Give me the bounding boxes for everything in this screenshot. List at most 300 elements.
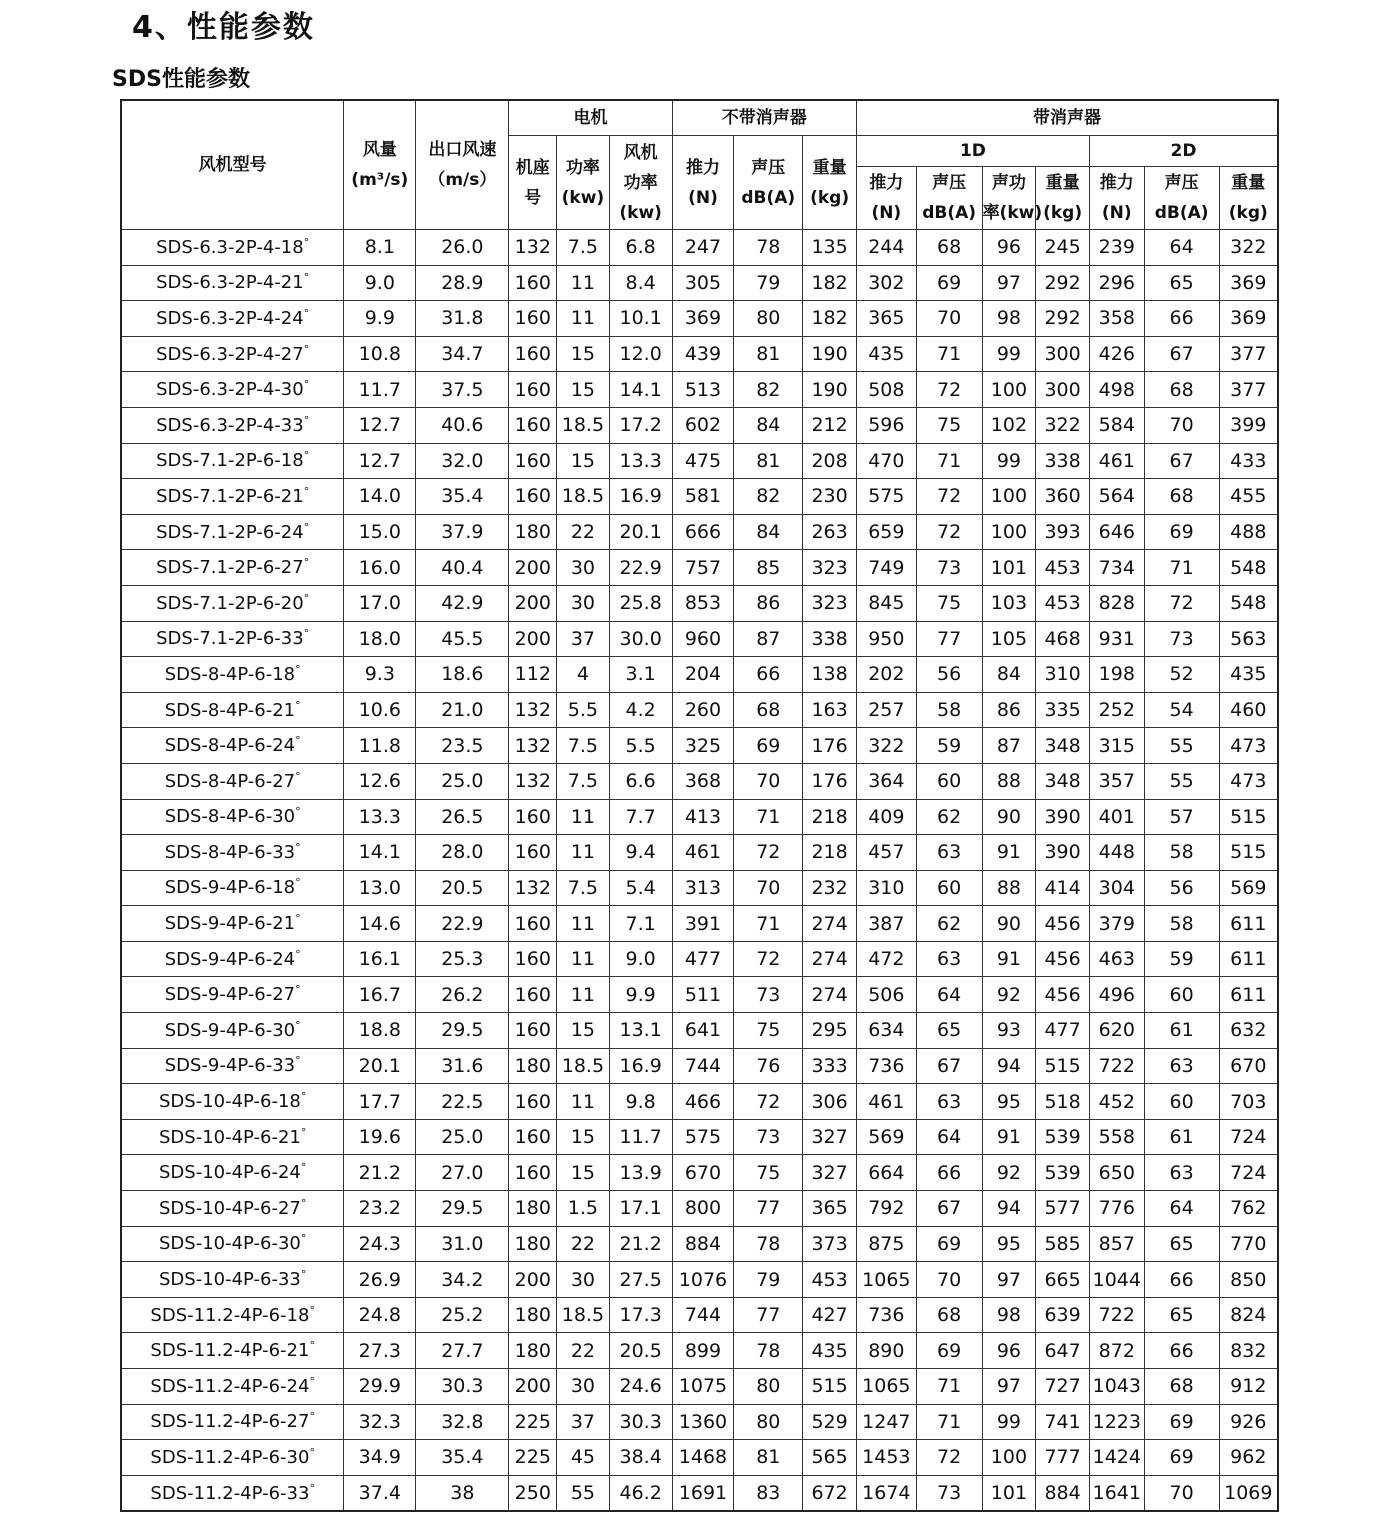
cell-thrust: 1691 [672, 1475, 734, 1511]
cell-weight: 327 [803, 1155, 857, 1191]
cell-power: 30 [557, 585, 610, 621]
cell-power: 11 [557, 835, 610, 871]
cell-power: 15 [557, 443, 610, 479]
cell-2d-thrust: 358 [1089, 301, 1144, 337]
cell-weight: 176 [803, 763, 857, 799]
cell-model: SDS-11.2-4P-6-24° [121, 1369, 344, 1405]
cell-sound-pressure: 78 [734, 1333, 803, 1369]
table-row [121, 799, 1278, 835]
cell-1d-sound-pressure: 67 [916, 1191, 982, 1227]
cell-model: SDS-9-4P-6-33° [121, 1048, 344, 1084]
cell-outlet-speed: 30.3 [416, 1369, 509, 1405]
cell-thrust: 581 [672, 479, 734, 515]
cell-flow: 14.1 [344, 835, 416, 871]
header-outlet-speed: 出口风速 （m/s） [416, 100, 509, 230]
cell-weight: 212 [803, 407, 857, 443]
cell-frame: 112 [509, 657, 557, 693]
cell-1d-thrust: 457 [856, 835, 916, 871]
cell-2d-thrust: 722 [1089, 1048, 1144, 1084]
table-row [121, 1191, 1278, 1227]
cell-power: 37 [557, 1404, 610, 1440]
table-row [121, 1013, 1278, 1049]
cell-1d-thrust: 634 [856, 1013, 916, 1049]
table-row [121, 1297, 1278, 1333]
cell-frame: 160 [509, 1084, 557, 1120]
cell-2d-sound-pressure: 60 [1144, 1084, 1219, 1120]
cell-1d-sound-pressure: 66 [916, 1155, 982, 1191]
header-weight: 重量 (kg) [803, 136, 857, 230]
cell-frame: 180 [509, 1226, 557, 1262]
cell-2d-thrust: 828 [1089, 585, 1144, 621]
cell-sound-pressure: 81 [734, 336, 803, 372]
cell-power: 11 [557, 906, 610, 942]
cell-outlet-speed: 37.9 [416, 514, 509, 550]
cell-power: 7.5 [557, 763, 610, 799]
cell-thrust: 1468 [672, 1440, 734, 1476]
cell-fan-power: 9.0 [609, 941, 672, 977]
cell-2d-sound-pressure: 70 [1144, 1475, 1219, 1511]
cell-weight: 295 [803, 1013, 857, 1049]
cell-2d-weight: 824 [1219, 1297, 1278, 1333]
cell-power: 22 [557, 1226, 610, 1262]
cell-2d-sound-pressure: 58 [1144, 906, 1219, 942]
cell-thrust: 800 [672, 1191, 734, 1227]
cell-flow: 12.7 [344, 407, 416, 443]
cell-2d-weight: 611 [1219, 941, 1278, 977]
cell-fan-power: 22.9 [609, 550, 672, 586]
cell-frame: 160 [509, 906, 557, 942]
cell-2d-sound-pressure: 60 [1144, 977, 1219, 1013]
cell-1d-thrust: 845 [856, 585, 916, 621]
cell-thrust: 744 [672, 1048, 734, 1084]
cell-fan-power: 7.7 [609, 799, 672, 835]
cell-2d-thrust: 315 [1089, 728, 1144, 764]
cell-frame: 160 [509, 1119, 557, 1155]
cell-2d-thrust: 357 [1089, 763, 1144, 799]
cell-fan-power: 14.1 [609, 372, 672, 408]
cell-thrust: 744 [672, 1297, 734, 1333]
cell-flow: 21.2 [344, 1155, 416, 1191]
cell-flow: 11.7 [344, 372, 416, 408]
cell-2d-weight: 832 [1219, 1333, 1278, 1369]
cell-2d-weight: 515 [1219, 835, 1278, 871]
cell-outlet-speed: 32.0 [416, 443, 509, 479]
cell-flow: 18.8 [344, 1013, 416, 1049]
cell-1d-sound-pressure: 59 [916, 728, 982, 764]
cell-frame: 200 [509, 621, 557, 657]
cell-sound-pressure: 80 [734, 1404, 803, 1440]
table-row [121, 443, 1278, 479]
cell-1d-weight: 585 [1036, 1226, 1090, 1262]
cell-1d-thrust: 310 [856, 870, 916, 906]
cell-2d-thrust: 722 [1089, 1297, 1144, 1333]
cell-frame: 160 [509, 265, 557, 301]
cell-fan-power: 10.1 [609, 301, 672, 337]
cell-2d-weight: 632 [1219, 1013, 1278, 1049]
cell-fan-power: 30.0 [609, 621, 672, 657]
header-flow: 风量 (m³/s) [344, 100, 416, 230]
cell-1d-sound-pressure: 70 [916, 301, 982, 337]
cell-model: SDS-7.1-2P-6-20° [121, 585, 344, 621]
cell-1d-thrust: 302 [856, 265, 916, 301]
cell-weight: 323 [803, 585, 857, 621]
cell-1d-sound-pressure: 62 [916, 799, 982, 835]
cell-1d-sound-pressure: 56 [916, 657, 982, 693]
cell-2d-sound-pressure: 61 [1144, 1119, 1219, 1155]
cell-1d-sound-power: 101 [982, 1475, 1036, 1511]
cell-outlet-speed: 29.5 [416, 1013, 509, 1049]
cell-outlet-speed: 45.5 [416, 621, 509, 657]
cell-2d-thrust: 584 [1089, 407, 1144, 443]
cell-outlet-speed: 35.4 [416, 479, 509, 515]
cell-weight: 274 [803, 977, 857, 1013]
cell-2d-weight: 460 [1219, 692, 1278, 728]
cell-frame: 160 [509, 336, 557, 372]
cell-frame: 160 [509, 301, 557, 337]
cell-1d-thrust: 202 [856, 657, 916, 693]
cell-2d-sound-pressure: 73 [1144, 621, 1219, 657]
cell-outlet-speed: 28.0 [416, 835, 509, 871]
cell-outlet-speed: 40.4 [416, 550, 509, 586]
cell-flow: 34.9 [344, 1440, 416, 1476]
cell-fan-power: 7.1 [609, 906, 672, 942]
cell-1d-weight: 245 [1036, 230, 1090, 266]
cell-frame: 180 [509, 1191, 557, 1227]
cell-2d-weight: 322 [1219, 230, 1278, 266]
cell-power: 11 [557, 799, 610, 835]
cell-1d-sound-pressure: 71 [916, 336, 982, 372]
cell-fan-power: 30.3 [609, 1404, 672, 1440]
cell-1d-sound-pressure: 62 [916, 906, 982, 942]
cell-fan-power: 5.5 [609, 728, 672, 764]
cell-fan-power: 3.1 [609, 657, 672, 693]
cell-2d-weight: 548 [1219, 585, 1278, 621]
cell-flow: 9.3 [344, 657, 416, 693]
cell-thrust: 853 [672, 585, 734, 621]
cell-1d-weight: 515 [1036, 1048, 1090, 1084]
cell-1d-thrust: 322 [856, 728, 916, 764]
cell-1d-weight: 777 [1036, 1440, 1090, 1476]
cell-power: 7.5 [557, 230, 610, 266]
cell-outlet-speed: 28.9 [416, 265, 509, 301]
cell-fan-power: 38.4 [609, 1440, 672, 1476]
cell-outlet-speed: 22.5 [416, 1084, 509, 1120]
cell-sound-pressure: 72 [734, 835, 803, 871]
cell-thrust: 477 [672, 941, 734, 977]
cell-1d-sound-pressure: 64 [916, 1119, 982, 1155]
cell-thrust: 513 [672, 372, 734, 408]
cell-2d-sound-pressure: 63 [1144, 1048, 1219, 1084]
cell-thrust: 1075 [672, 1369, 734, 1405]
cell-flow: 12.6 [344, 763, 416, 799]
cell-1d-sound-pressure: 64 [916, 977, 982, 1013]
cell-2d-thrust: 1424 [1089, 1440, 1144, 1476]
cell-2d-thrust: 734 [1089, 550, 1144, 586]
cell-thrust: 666 [672, 514, 734, 550]
cell-weight: 373 [803, 1226, 857, 1262]
cell-sound-pressure: 72 [734, 1084, 803, 1120]
cell-frame: 160 [509, 407, 557, 443]
table-row [121, 1226, 1278, 1262]
table-row [121, 728, 1278, 764]
cell-thrust: 369 [672, 301, 734, 337]
cell-flow: 9.9 [344, 301, 416, 337]
cell-2d-sound-pressure: 64 [1144, 230, 1219, 266]
cell-1d-weight: 453 [1036, 585, 1090, 621]
cell-fan-power: 16.9 [609, 479, 672, 515]
cell-model: SDS-8-4P-6-30° [121, 799, 344, 835]
cell-1d-weight: 300 [1036, 372, 1090, 408]
cell-1d-thrust: 659 [856, 514, 916, 550]
cell-model: SDS-10-4P-6-33° [121, 1262, 344, 1298]
cell-1d-sound-pressure: 67 [916, 1048, 982, 1084]
cell-2d-weight: 850 [1219, 1262, 1278, 1298]
table-row [121, 514, 1278, 550]
cell-power: 11 [557, 941, 610, 977]
cell-1d-thrust: 596 [856, 407, 916, 443]
cell-1d-weight: 292 [1036, 265, 1090, 301]
cell-2d-thrust: 304 [1089, 870, 1144, 906]
cell-sound-pressure: 81 [734, 1440, 803, 1476]
cell-1d-sound-power: 97 [982, 1369, 1036, 1405]
cell-sound-pressure: 82 [734, 372, 803, 408]
cell-1d-thrust: 875 [856, 1226, 916, 1262]
header-1d-sound-power: 声功 率(kw) [982, 167, 1036, 230]
cell-model: SDS-7.1-2P-6-33° [121, 621, 344, 657]
cell-1d-thrust: 575 [856, 479, 916, 515]
cell-sound-pressure: 80 [734, 1369, 803, 1405]
cell-frame: 200 [509, 1262, 557, 1298]
cell-2d-thrust: 1044 [1089, 1262, 1144, 1298]
cell-sound-pressure: 68 [734, 692, 803, 728]
cell-1d-sound-pressure: 71 [916, 443, 982, 479]
table-row [121, 835, 1278, 871]
table-row [121, 301, 1278, 337]
cell-sound-pressure: 80 [734, 301, 803, 337]
cell-2d-sound-pressure: 52 [1144, 657, 1219, 693]
cell-model: SDS-8-4P-6-33° [121, 835, 344, 871]
cell-flow: 23.2 [344, 1191, 416, 1227]
cell-sound-pressure: 70 [734, 763, 803, 799]
table-row [121, 870, 1278, 906]
cell-outlet-speed: 26.0 [416, 230, 509, 266]
cell-thrust: 413 [672, 799, 734, 835]
cell-flow: 13.0 [344, 870, 416, 906]
cell-power: 30 [557, 550, 610, 586]
cell-thrust: 602 [672, 407, 734, 443]
cell-2d-sound-pressure: 66 [1144, 1333, 1219, 1369]
cell-thrust: 1076 [672, 1262, 734, 1298]
cell-frame: 132 [509, 870, 557, 906]
cell-2d-thrust: 461 [1089, 443, 1144, 479]
cell-flow: 18.0 [344, 621, 416, 657]
cell-outlet-speed: 23.5 [416, 728, 509, 764]
cell-2d-sound-pressure: 70 [1144, 407, 1219, 443]
cell-2d-sound-pressure: 67 [1144, 336, 1219, 372]
cell-sound-pressure: 71 [734, 799, 803, 835]
cell-frame: 180 [509, 1333, 557, 1369]
cell-1d-weight: 477 [1036, 1013, 1090, 1049]
table-body [121, 230, 1278, 1512]
table-row [121, 941, 1278, 977]
cell-model: SDS-8-4P-6-24° [121, 728, 344, 764]
cell-flow: 17.0 [344, 585, 416, 621]
cell-2d-weight: 770 [1219, 1226, 1278, 1262]
cell-2d-sound-pressure: 68 [1144, 479, 1219, 515]
cell-frame: 132 [509, 692, 557, 728]
cell-frame: 160 [509, 977, 557, 1013]
cell-weight: 218 [803, 799, 857, 835]
section-title: SDS性能参数 [112, 67, 250, 92]
cell-frame: 200 [509, 585, 557, 621]
cell-1d-sound-power: 98 [982, 301, 1036, 337]
cell-sound-pressure: 75 [734, 1013, 803, 1049]
cell-1d-weight: 741 [1036, 1404, 1090, 1440]
cell-1d-sound-pressure: 73 [916, 1475, 982, 1511]
cell-2d-weight: 670 [1219, 1048, 1278, 1084]
cell-weight: 182 [803, 265, 857, 301]
cell-1d-sound-pressure: 68 [916, 1297, 982, 1333]
cell-flow: 14.6 [344, 906, 416, 942]
cell-outlet-speed: 25.0 [416, 1119, 509, 1155]
cell-2d-weight: 473 [1219, 728, 1278, 764]
cell-thrust: 670 [672, 1155, 734, 1191]
cell-flow: 17.7 [344, 1084, 416, 1120]
cell-1d-sound-power: 100 [982, 372, 1036, 408]
cell-2d-weight: 399 [1219, 407, 1278, 443]
cell-sound-pressure: 75 [734, 1155, 803, 1191]
cell-1d-sound-power: 100 [982, 1440, 1036, 1476]
cell-1d-weight: 665 [1036, 1262, 1090, 1298]
cell-1d-sound-power: 86 [982, 692, 1036, 728]
cell-1d-sound-power: 103 [982, 585, 1036, 621]
cell-outlet-speed: 35.4 [416, 1440, 509, 1476]
header-1d: 1D [856, 136, 1089, 167]
cell-1d-sound-power: 96 [982, 1333, 1036, 1369]
cell-1d-sound-power: 94 [982, 1048, 1036, 1084]
header-no-silencer: 不带消声器 [672, 100, 856, 136]
cell-power: 11 [557, 1084, 610, 1120]
cell-1d-thrust: 470 [856, 443, 916, 479]
cell-2d-thrust: 496 [1089, 977, 1144, 1013]
cell-fan-power: 4.2 [609, 692, 672, 728]
header-1d-thrust: 推力 (N) [856, 167, 916, 230]
cell-sound-pressure: 66 [734, 657, 803, 693]
cell-flow: 37.4 [344, 1475, 416, 1511]
cell-2d-sound-pressure: 56 [1144, 870, 1219, 906]
header-with-silencer: 带消声器 [856, 100, 1278, 136]
cell-2d-thrust: 448 [1089, 835, 1144, 871]
cell-outlet-speed: 31.6 [416, 1048, 509, 1084]
cell-1d-sound-power: 101 [982, 550, 1036, 586]
cell-1d-sound-pressure: 63 [916, 941, 982, 977]
table-row [121, 906, 1278, 942]
cell-weight: 365 [803, 1191, 857, 1227]
cell-model: SDS-11.2-4P-6-27° [121, 1404, 344, 1440]
cell-frame: 132 [509, 230, 557, 266]
cell-model: SDS-10-4P-6-24° [121, 1155, 344, 1191]
cell-sound-pressure: 71 [734, 906, 803, 942]
cell-weight: 306 [803, 1084, 857, 1120]
cell-thrust: 960 [672, 621, 734, 657]
cell-frame: 160 [509, 479, 557, 515]
cell-thrust: 641 [672, 1013, 734, 1049]
cell-2d-thrust: 1043 [1089, 1369, 1144, 1405]
cell-2d-sound-pressure: 69 [1144, 514, 1219, 550]
cell-sound-pressure: 69 [734, 728, 803, 764]
cell-1d-sound-power: 100 [982, 479, 1036, 515]
table-row [121, 1155, 1278, 1191]
cell-2d-thrust: 296 [1089, 265, 1144, 301]
cell-power: 22 [557, 514, 610, 550]
cell-2d-sound-pressure: 54 [1144, 692, 1219, 728]
cell-thrust: 260 [672, 692, 734, 728]
cell-sound-pressure: 79 [734, 265, 803, 301]
cell-flow: 8.1 [344, 230, 416, 266]
cell-1d-sound-power: 87 [982, 728, 1036, 764]
cell-2d-thrust: 498 [1089, 372, 1144, 408]
cell-1d-thrust: 736 [856, 1048, 916, 1084]
cell-1d-sound-pressure: 69 [916, 1226, 982, 1262]
cell-2d-thrust: 646 [1089, 514, 1144, 550]
header-1d-sound-pressure: 声压 dB(A) [916, 167, 982, 230]
cell-fan-power: 20.1 [609, 514, 672, 550]
cell-weight: 138 [803, 657, 857, 693]
cell-2d-thrust: 239 [1089, 230, 1144, 266]
cell-outlet-speed: 32.8 [416, 1404, 509, 1440]
cell-2d-thrust: 650 [1089, 1155, 1144, 1191]
cell-weight: 333 [803, 1048, 857, 1084]
cell-flow: 13.3 [344, 799, 416, 835]
cell-frame: 180 [509, 1048, 557, 1084]
cell-model: SDS-7.1-2P-6-27° [121, 550, 344, 586]
cell-1d-weight: 322 [1036, 407, 1090, 443]
cell-outlet-speed: 40.6 [416, 407, 509, 443]
cell-1d-weight: 884 [1036, 1475, 1090, 1511]
cell-model: SDS-8-4P-6-21° [121, 692, 344, 728]
cell-outlet-speed: 37.5 [416, 372, 509, 408]
cell-2d-weight: 369 [1219, 301, 1278, 337]
cell-2d-thrust: 463 [1089, 941, 1144, 977]
cell-1d-sound-power: 99 [982, 336, 1036, 372]
cell-1d-weight: 338 [1036, 443, 1090, 479]
cell-weight: 327 [803, 1119, 857, 1155]
cell-outlet-speed: 18.6 [416, 657, 509, 693]
cell-model: SDS-6.3-2P-4-21° [121, 265, 344, 301]
cell-1d-sound-pressure: 69 [916, 265, 982, 301]
cell-1d-thrust: 365 [856, 301, 916, 337]
cell-fan-power: 9.8 [609, 1084, 672, 1120]
cell-power: 7.5 [557, 728, 610, 764]
cell-1d-thrust: 569 [856, 1119, 916, 1155]
cell-power: 5.5 [557, 692, 610, 728]
cell-flow: 24.3 [344, 1226, 416, 1262]
cell-1d-weight: 539 [1036, 1119, 1090, 1155]
cell-2d-weight: 548 [1219, 550, 1278, 586]
cell-2d-sound-pressure: 57 [1144, 799, 1219, 835]
cell-2d-sound-pressure: 65 [1144, 265, 1219, 301]
cell-1d-sound-power: 88 [982, 763, 1036, 799]
cell-1d-sound-pressure: 77 [916, 621, 982, 657]
cell-2d-sound-pressure: 55 [1144, 763, 1219, 799]
table-row [121, 230, 1278, 266]
cell-2d-sound-pressure: 67 [1144, 443, 1219, 479]
cell-sound-pressure: 79 [734, 1262, 803, 1298]
cell-weight: 435 [803, 1333, 857, 1369]
cell-1d-thrust: 387 [856, 906, 916, 942]
cell-1d-weight: 577 [1036, 1191, 1090, 1227]
cell-2d-thrust: 558 [1089, 1119, 1144, 1155]
